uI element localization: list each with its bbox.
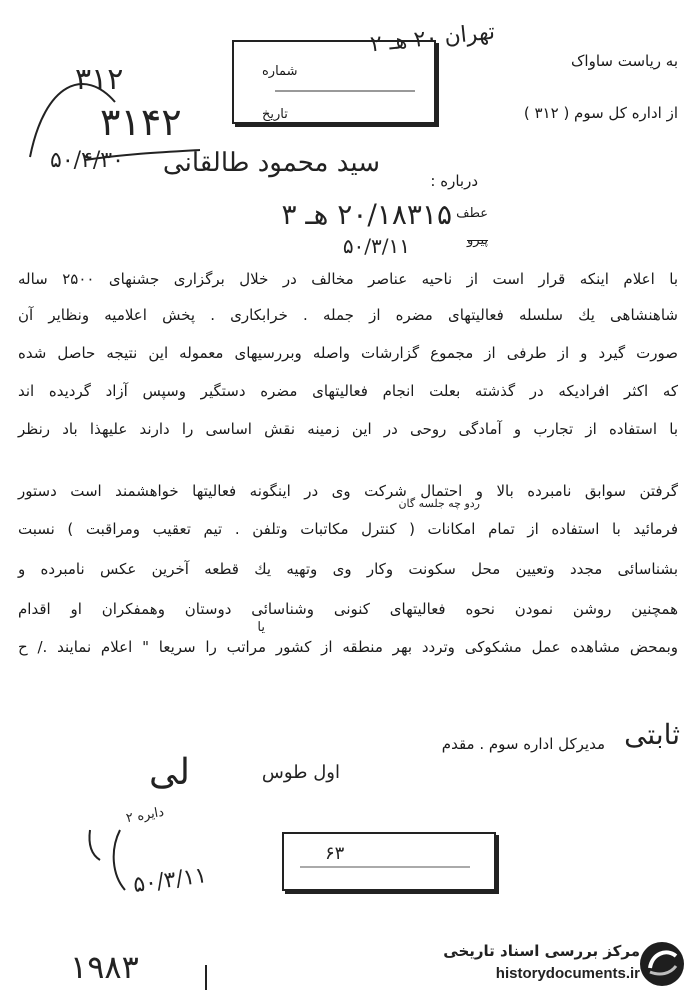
ref-atf-label: عطف	[456, 206, 488, 221]
signature-title: مدیرکل اداره سوم . مقدم	[441, 735, 605, 753]
bottom-tick	[205, 965, 207, 990]
bottom-stroke-1	[114, 830, 125, 890]
box-divider	[275, 90, 415, 92]
stamp-box-line	[300, 866, 470, 868]
body-line-2: شاهنشاهی یك سلسله فعالیتهای مضره از جمله . خرابکاری . پخش اعلامیه ونظایر آن	[18, 306, 678, 324]
subject-label: درباره :	[430, 172, 478, 190]
subject-value: سید محمود طالقانی	[162, 148, 380, 178]
body-line-4: که اکثر افرادیکه در گذشته بعلت انجام فعالیتهای مضره دستگیر وسپس آزاد گردیده اند	[18, 382, 678, 400]
ref-date: ۵۰/۳/۱۱	[342, 234, 410, 258]
body-line-3: صورت گیرد و از طرفی از مجموع گزارشات واصله وبررسیهای معموله این نتیجه حاصل شده	[18, 344, 678, 362]
date-label: تاریخ	[262, 107, 288, 122]
body-line-7: فرمائید با استفاده از تمام امکانات ( کنترل مکاتبات وتلفن . تیم تعقیب ومراقبت ) نسبت	[18, 520, 678, 538]
ref-peyro-label: پیرو	[467, 233, 488, 248]
signature-date: اول طوس	[261, 762, 340, 783]
body-line-6: گرفتن سوابق نامبرده بالا و احتمال شرکت وی در اینگونه فعالیتها خواهشمند است دستور	[18, 482, 678, 500]
margin-note-3: ۵۰/۴/۳۰	[50, 148, 124, 173]
recipient-text: به ریاست ساواک	[570, 52, 678, 70]
signature-initials: ثابتی	[624, 718, 680, 751]
watermark-url: historydocuments.ir	[495, 965, 640, 982]
from-line: از اداره کل سوم ( ۳۱۲ )	[523, 104, 678, 122]
body-line-8: بشناسائی مجدد وتعیین محل سکونت وکار وی وتهیه یك قطعه آخرین عکس نامبرده و	[18, 560, 678, 578]
bottom-dayere: دایره ۲	[124, 804, 166, 827]
recipient-handwritten: تهران ۲۰ هـ ۲	[368, 19, 496, 58]
body-line-10: وبمحض مشاهده عمل مشکوکی وتردد بهر منطقه از کشور مراتب را سریعا " اعلام نمایند ./ ح	[18, 638, 678, 656]
signature-mark: لی	[149, 752, 190, 793]
margin-note-2: ۳۱۴۲	[100, 100, 182, 144]
interlinear-insert: ردو چه جلسه گان	[398, 497, 480, 510]
bottom-stroke-2	[89, 830, 100, 860]
number-label: شماره	[262, 64, 298, 79]
interlinear-ya: یا	[257, 620, 265, 635]
stamp-box-text: ۶۳	[325, 843, 345, 864]
recipient-line	[571, 52, 678, 70]
bottom-date: ۵۰/۳/۱۱	[131, 862, 209, 899]
body-line-1: با اعلام اینکه قرار است از ناحیه عناصر مخالف در خلال برگزاری جشنهای ۲۵۰۰ ساله	[18, 270, 678, 288]
bottom-year: ۱۹۸۳	[70, 948, 139, 986]
ref-number: ۲۰/۱۸۳۱۵ هـ ۳	[281, 198, 452, 231]
body-line-9: همچنین روشن نمودن نحوه فعالیتهای کنونی وشناسائی دوستان وهمفکران او اقدام	[18, 600, 678, 618]
body-line-5: با استفاده از تجارب و آمادگی روحی در این زمینه نقش اساسی را دارند علیهذا باد رنظر	[18, 420, 678, 438]
watermark-logo-icon	[636, 938, 688, 990]
watermark-title: مرکز بررسی اسناد تاریخی	[443, 942, 640, 960]
stamp-box	[282, 832, 496, 891]
margin-note-1: ۳۱۲	[75, 62, 124, 97]
